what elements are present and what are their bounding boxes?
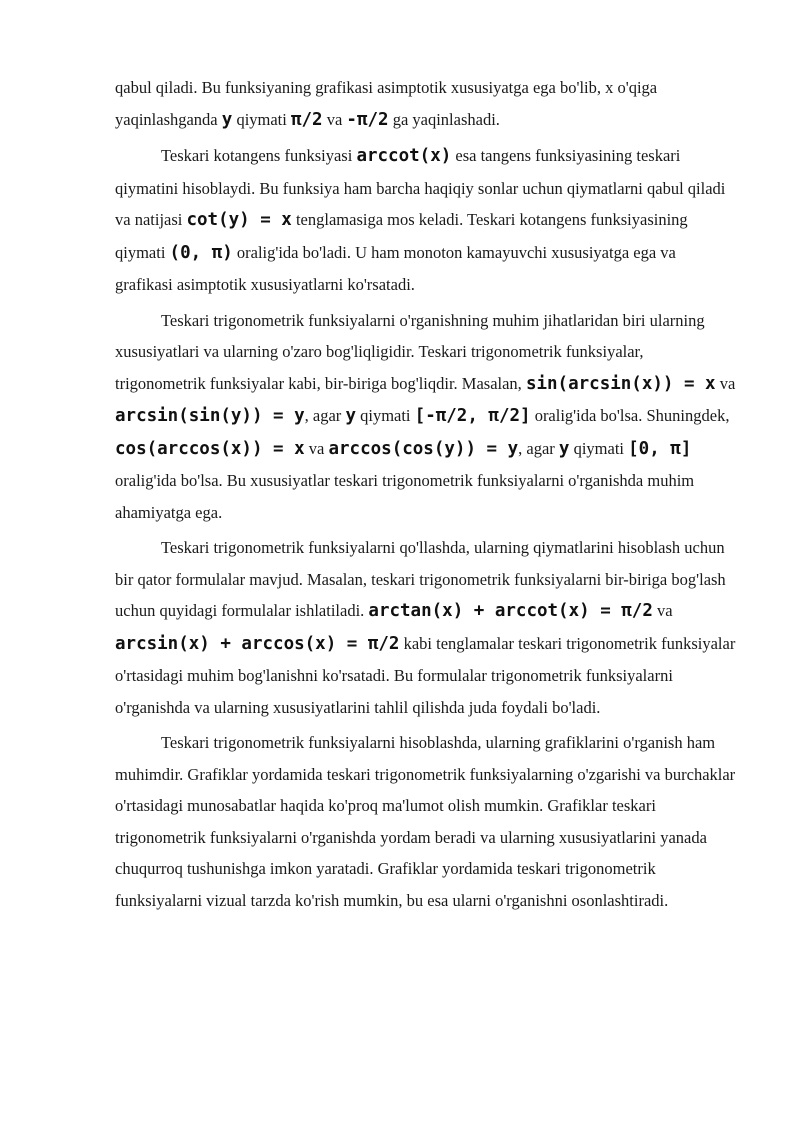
paragraph-text: , agar xyxy=(518,438,559,458)
paragraph-text: kabi tenglamalar teskari trigonometrik funksiyalar o'rtasidagi muhim bog'lanishni ko'rsatadi. Bu formulalar trigonometrik funksiyalarni o'rganishda va ularning xususiyatlarini tahlil qilishda juda foydali bo'ladi. xyxy=(115,633,736,717)
math-expression: [-π/2, π/2] xyxy=(414,406,531,426)
paragraph-text: Teskari trigonometrik funksiyalarni qo'llashda, ularning qiymatlarini hisoblash uchun bir qator formulalar mavjud. Masalan, teskari trigonometrik funksiyalarni bir-biriga bog'lash uchun quyidagi formulalar ishlatiladi. xyxy=(115,538,726,620)
paragraph-text: va xyxy=(652,601,673,620)
math-expression: arccos(cos(y)) = y xyxy=(328,438,519,459)
paragraph-1 xyxy=(115,72,737,136)
paragraph-text: Teskari trigonometrik funksiyalarni hisoblashda, ularning grafiklarini o'rganish ham muhimdir. Grafiklar yordamida teskari trigonometrik funksiyalarning o'zgarishi va burchaklar o'rtasidagi munosabatlar haqida ko'proq ma'lumot olish mumkin. Grafiklar teskari trigonometrik funksiyalarni o'rganishda yordam beradi va ularning xususiyatlarini yanada chuqurroq tushunishga imkon yaratadi. Grafiklar yordamida teskari trigonometrik funksiyalarni vizual tarzda ko'rish mumkin, bu esa ularni o'rganishni osonlashtiradi. xyxy=(115,733,736,910)
math-expression: sin(arcsin(x)) = x xyxy=(525,373,716,394)
math-expression: arccot(x) xyxy=(356,146,452,166)
paragraph-text: va xyxy=(304,438,329,458)
math-expression: -π/2 xyxy=(346,109,389,130)
math-expression: (0, π) xyxy=(169,242,233,263)
paragraph-text: va xyxy=(715,373,736,393)
math-expression: y xyxy=(558,438,570,459)
math-expression: y xyxy=(221,109,233,130)
paragraph-text: Teskari trigonometrik funksiyalarni o'rganishning muhim jihatlaridan biri ularning xususiyatlari va ularning o'zaro bog'liqligidir. Teskari trigonometrik funksiyalar, trigonometrik funksiyalar kabi, bir-biriga bog'liqdir. Masalan, xyxy=(115,310,705,393)
math-expression: [0, π] xyxy=(628,438,692,459)
paragraph-5 xyxy=(115,727,737,916)
document-page xyxy=(115,72,737,920)
paragraph-text: Teskari kotangens funksiyasi xyxy=(161,146,357,165)
paragraph-text: oralig'ida bo'ladi. U ham monoton kamayuvchi xususiyatga ega va grafikasi asimptotik xususiyatlarni ko'rsatadi. xyxy=(115,242,676,294)
paragraph-text: tenglamasiga mos keladi. Teskari kotangens funksiyasining qiymati xyxy=(115,210,688,262)
paragraph-2 xyxy=(115,140,737,301)
paragraph-text: esa tangens funksiyasining teskari qiymatini hisoblaydi. Bu funksiya ham barcha haqiqiy sonlar uchun qiymatlarni qabul qiladi va natijasi xyxy=(115,146,726,229)
paragraph-text: va xyxy=(322,109,347,129)
paragraph-text: qiymati xyxy=(355,406,415,425)
paragraph-text: oralig'ida bo'lsa. Shuningdek, xyxy=(530,406,730,425)
math-expression: π/2 xyxy=(290,109,323,130)
paragraph-text: qiymati xyxy=(569,438,629,458)
math-expression: arcsin(sin(y)) = y xyxy=(115,406,305,426)
paragraph-text: ga yaqinlashadi. xyxy=(388,109,500,129)
math-expression: arcsin(x) + arccos(x) = π/2 xyxy=(115,633,400,654)
math-expression: arctan(x) + arccot(x) = π/2 xyxy=(368,601,653,621)
paragraph-text: oralig'ida bo'lsa. Bu xususiyatlar teskari trigonometrik funksiyalarni o'rganishda muhim ahamiyatga ega. xyxy=(115,471,695,522)
paragraph-4 xyxy=(115,532,737,723)
paragraph-text: qiymati xyxy=(232,109,291,129)
math-expression: y xyxy=(345,406,356,426)
paragraph-3 xyxy=(115,305,737,529)
paragraph-text: , agar xyxy=(304,406,346,425)
math-expression: cos(arccos(x)) = x xyxy=(115,438,305,459)
paragraph-text: qabul qiladi. Bu funksiyaning grafikasi asimptotik xususiyatga ega bo'lib, x o'qiga yaqinlashganda xyxy=(115,78,658,129)
math-expression: cot(y) = x xyxy=(186,210,292,230)
